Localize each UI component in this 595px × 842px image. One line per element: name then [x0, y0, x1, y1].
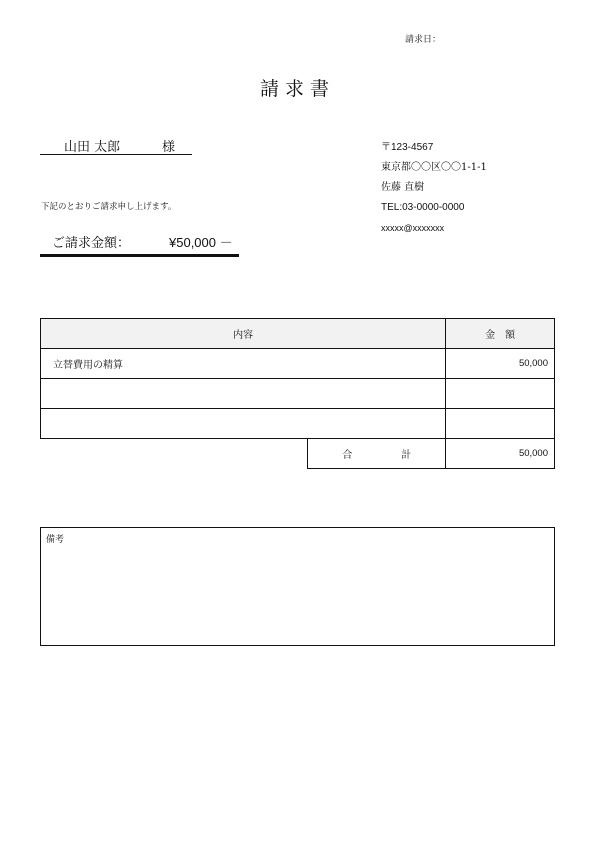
table-row — [41, 349, 555, 379]
sum-label-left: 合 — [342, 450, 353, 461]
table-sum-row — [41, 439, 555, 469]
invoice-items-table — [40, 318, 555, 469]
client-block — [40, 136, 192, 155]
client-honorific: 様 — [162, 140, 176, 155]
invoice-date-label: 請求日： — [405, 35, 442, 45]
notes-label: 備考 — [46, 535, 65, 545]
notes-box — [40, 527, 555, 646]
column-header-description: 内容 — [41, 319, 446, 349]
sum-label-right: 計 — [401, 450, 412, 461]
row-description — [41, 409, 446, 439]
row-description: 立替費用の精算 — [41, 349, 446, 379]
total-due-block — [40, 232, 239, 257]
invoice-notice: 下記のとおりご請求申し上げます。 — [41, 202, 177, 212]
issuer-email: xxxxx@xxxxxxx — [381, 223, 445, 233]
issuer-postal: 〒123-4567 — [381, 142, 434, 153]
client-name: 山田 太郎 — [64, 140, 121, 155]
row-description — [41, 379, 446, 409]
sum-value: 50,000 — [446, 439, 555, 469]
table-row — [41, 379, 555, 409]
row-amount — [446, 409, 555, 439]
total-due-label: ご請求金額： — [52, 236, 131, 251]
document-title: 請求書 — [259, 78, 335, 100]
sum-label — [308, 439, 446, 469]
column-header-amount: 金 額 — [446, 319, 555, 349]
total-due-value: ¥50,000 － — [169, 235, 233, 250]
issuer-tel: TEL:03-0000-0000 — [381, 202, 465, 213]
issuer-address: 東京都〇〇区〇〇1-1-1 — [381, 162, 487, 173]
row-amount: 50,000 — [446, 349, 555, 379]
issuer-name: 佐藤 直樹 — [381, 182, 425, 193]
row-amount — [446, 379, 555, 409]
issuer-block — [381, 138, 487, 238]
table-row — [41, 409, 555, 439]
table-header-row — [41, 319, 555, 349]
